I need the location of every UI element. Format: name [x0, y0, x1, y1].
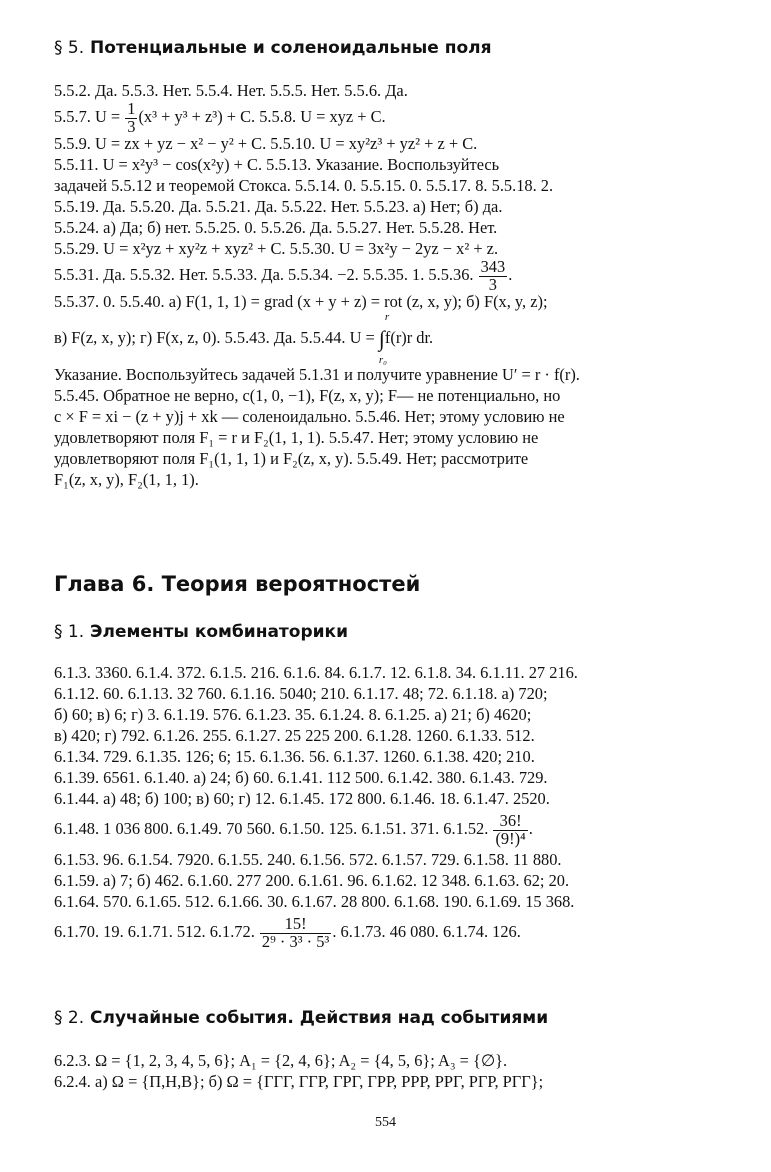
answer-line: 5.5.11. U = x²y³ − cos(x²y) + C. 5.5.13. Указание. Воспользуйтесь: [54, 155, 500, 174]
section-1-answers: [54, 662, 724, 952]
answer-line: 6.2.3. Ω = {1, 2, 3, 4, 5, 6}; A₁ = {2, 4, 6}; A₂ = {4, 5, 6}; A₃ = {∅}.: [54, 1051, 508, 1070]
fraction: $\frac{36!}{\text{(9!)⁴}}$: [495, 811, 526, 848]
answer-line: 6.1.12. 60. 6.1.13. 32 760. 6.1.16. 5040; 210. 6.1.17. 48; 72. 6.1.18. а) 720;: [54, 684, 548, 703]
integral: r ∫ r₀: [378, 311, 390, 367]
answer-line: F₁(z, x, y), F₂(1, 1, 1).: [54, 470, 199, 489]
answer-line: 5.5.31. Да. 5.5.32. Нет. 5.5.33. Да. 5.5.34. −2. 5.5.35. 1. 5.5.36. $\frac{343}{3}$ .: [54, 257, 513, 294]
answer-line: 6.1.53. 96. 6.1.54. 7920. 6.1.55. 240. 6.1.56. 572. 6.1.57. 729. 6.1.58. 11 880.: [54, 850, 562, 869]
answer-line: 5.5.29. U = x²yz + xy²z + xyz² + C. 5.5.30. U = 3x²y − 2yz − x² + z.: [54, 239, 499, 258]
answer-line: в) 420; г) 792. 6.1.26. 255. 6.1.27. 25 225 200. 6.1.28. 1260. 6.1.33. 512.: [54, 726, 535, 745]
answer-line: 6.1.39. 6561. 6.1.40. а) 24; б) 60. 6.1.41. 112 500. 6.1.42. 380. 6.1.43. 729.: [54, 768, 548, 787]
answer-line: 6.2.4. а) Ω = {П,Н,В}; б) Ω = {ГГГ, ГГР, ГРГ, ГРР, РРР, РРГ, РГР, РГГ};: [54, 1072, 544, 1091]
section-1-heading: § 1. Элементы комбинаторики: [54, 622, 348, 642]
answer-line: 5.5.7. U = $\frac{1}{3}$ (x³ + y³ + z³) + C. 5.5.8. U = xyz + C.: [54, 99, 386, 136]
answer-line: 6.1.48. 1 036 800. 6.1.49. 70 560. 6.1.50. 125. 6.1.51. 371. 6.1.52. $\frac{36!}{\text{(9!)⁴}}$ .: [54, 811, 533, 848]
answer-line: удовлетворяют поля F₁ = r и F₂(1, 1, 1). 5.5.47. Нет; этому условию не: [54, 428, 539, 447]
answer-line: 5.5.9. U = zx + yz − x² − y² + C. 5.5.10. U = xy²z³ + yz² + z + C.: [54, 134, 478, 153]
fraction: $\frac{343}{3}$: [480, 257, 506, 294]
answer-line: 6.1.64. 570. 6.1.65. 512. 6.1.66. 30. 6.1.67. 28 800. 6.1.68. 190. 6.1.69. 15 368.: [54, 892, 575, 911]
answer-line: 5.5.24. а) Да; б) нет. 5.5.25. 0. 5.5.26. Да. 5.5.27. Нет. 5.5.28. Нет.: [54, 218, 498, 237]
answer-line: 6.1.34. 729. 6.1.35. 126; 6; 15. 6.1.36. 56. 6.1.37. 1260. 6.1.38. 420; 210.: [54, 747, 535, 766]
answer-line: удовлетворяют поля F₁(1, 1, 1) и F₂(z, x, y). 5.5.49. Нет; рассмотрите: [54, 449, 529, 468]
answer-line: б) 60; в) 6; г) 3. 6.1.19. 576. 6.1.23. 35. 6.1.24. 8. 6.1.25. а) 21; б) 4620;: [54, 705, 532, 724]
fraction: $\frac{15!}{\text{2⁹ · 3³ · 5³}}$: [261, 914, 330, 951]
answer-line: 5.5.19. Да. 5.5.20. Да. 5.5.21. Да. 5.5.22. Нет. 5.5.23. а) Нет; б) да.: [54, 197, 503, 216]
answer-line: 6.1.70. 19. 6.1.71. 512. 6.1.72. $\frac{15!}{\text{2⁹ · 3³ · 5³}}$ . 6.1.73. 46 080. 6.1.74. 126.: [54, 914, 521, 951]
section-5-answers: [54, 80, 724, 490]
chapter-6-title: Глава 6. Теория вероятностей: [54, 572, 421, 596]
answer-line: в) F(z, x, y); г) F(x, z, 0). 5.5.43. Да. 5.5.44. U = r ∫ r₀ f(r)r dr.: [54, 311, 434, 367]
answer-line: c × F = xi − (z + y)j + xk — соленоидально. 5.5.46. Нет; этому условию не: [54, 407, 565, 426]
section-2-heading: § 2. Случайные события. Действия над событиями: [54, 1008, 549, 1028]
answer-line: 5.5.37. 0. 5.5.40. а) F(1, 1, 1) = grad (x + y + z) = rot (z, x, y); б) F(x, y, z);: [54, 292, 548, 311]
answer-line: Указание. Воспользуйтесь задачей 5.1.31 и получите уравнение U′ = r · f(r).: [54, 365, 580, 384]
page-number: 554: [375, 1115, 396, 1130]
answer-line: 5.5.2. Да. 5.5.3. Нет. 5.5.4. Нет. 5.5.5. Нет. 5.5.6. Да.: [54, 81, 408, 100]
answer-line: 5.5.45. Обратное не верно, c(1, 0, −1), F(z, x, y); F— не потенциально, но: [54, 386, 561, 405]
fraction: $\frac{1}{3}$: [127, 99, 136, 136]
answer-line: 6.1.59. а) 7; б) 462. 6.1.60. 277 200. 6.1.61. 96. 6.1.62. 12 348. 6.1.63. 62; 20.: [54, 871, 570, 890]
section-2-answers: [54, 1050, 724, 1092]
answer-line: задачей 5.5.12 и теоремой Стокса. 5.5.14. 0. 5.5.15. 0. 5.5.17. 8. 5.5.18. 2.: [54, 176, 554, 195]
section-5-heading: § 5. Потенциальные и соленоидальные поля: [54, 38, 492, 58]
answer-line: 6.1.3. 3360. 6.1.4. 372. 6.1.5. 216. 6.1.6. 84. 6.1.7. 12. 6.1.8. 34. 6.1.11. 27 216.: [54, 663, 578, 682]
answer-line: 6.1.44. а) 48; б) 100; в) 60; г) 12. 6.1.45. 172 800. 6.1.46. 18. 6.1.47. 2520.: [54, 789, 550, 808]
